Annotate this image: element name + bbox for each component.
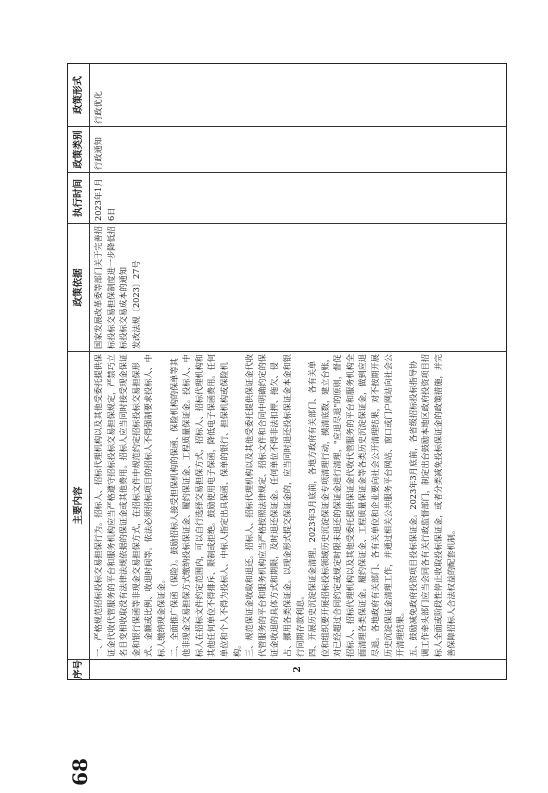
main-paragraph-1: 一、严格规范招标投标交易担保行为。招标人、招标代理机构以及其他受委托提供保证金代收代管服务的平台和服务机构应当严格遵守招标投标交易担保规定，严禁巧立名目变相收取没有法律法规依据的保证金或其他费用。招标人应当同时接受现金保证金和银行保函等非现金交易担保方式，在招标文件中规范约定招标投标交易担保形式、金额或比例、收退时间等。依法必须招标项目的招标人不得强制要求投标人、中标人缴纳现金保证金。 bbox=[93, 354, 166, 657]
row-main-content bbox=[90, 351, 506, 659]
header-seq: 序号 bbox=[68, 659, 90, 679]
main-paragraph-2: 二、全面推广保函（保险）。鼓励招标人接受担保机构的保函、保险机构的保单等其他非现金交易担保方式缴纳投标保证金、履约保证金、工程质量保证金。投标人、中标人在招标文件约定范围内，可以自行选择交易担保方式，招标人、招标代理机构和其他任何单位不得排斥、限制或拒绝。鼓励使用电子保函，降低电子保函费用。任何单位和个人不得为投标人、中标人指定出具保函、保单的银行、担保机构或保险机构。 bbox=[168, 354, 242, 657]
row-execution-time: 2023年1月6日 bbox=[90, 172, 506, 223]
header-policy-basis: 政策依据 bbox=[68, 223, 90, 351]
row-policy-basis bbox=[90, 223, 506, 351]
header-execution-time: 执行时间 bbox=[68, 172, 90, 223]
row-policy-type: 行政通知 bbox=[90, 126, 506, 172]
page-number: 68 bbox=[68, 758, 92, 786]
basis-document-number: 发改法规〔2023〕27号 bbox=[130, 260, 141, 349]
main-paragraph-4: 四、开展历史沉淀保证金清理。2023年3月底前，各地方政府有关部门、各有关单位和组织要开展招标投标领域历史沉淀保证金专项清理行动，摸清底数，建立台账，对已经超过合同约定或规定时限未退还的保证金进行清理，"应退尽退"的原则，督促招标人、招标代理机构以及其他受委托提供保证金代收代管服务的平台和服务机构全面清理各类保证金。履约保证金、工程质量保证金等各类历史沉淀保证金，做到应退尽退。各地政府有关部门、各有关单位和企业要向社会公开清理结果，对不按期开展历史沉淀保证金清理工作，并通过相关公共服务平台网站、窗口或门户网站向社会公开清理结果。 bbox=[307, 354, 406, 657]
policy-table bbox=[67, 63, 507, 680]
header-main-content: 主要内容 bbox=[68, 351, 90, 659]
main-paragraph-3: 三、规范保证金收取和退还。招标人、招标代理机构以及其他受委托提供保证金代收代管服务的平台和服务机构应当严格按照法律规定、招标文件和合同中明确约定的保证金收退的具体方式和期限，及时退还保证金。任何单位不得非法扣押、拖欠、侵占、挪用各类保证金。以现金形式提交保证金的，应当同时退还投标保证金本金和银行同期存款利息。 bbox=[244, 354, 305, 657]
row-seq: 2 bbox=[90, 659, 506, 679]
header-policy-form: 政策形式 bbox=[68, 64, 90, 126]
main-paragraph-5: 五、鼓励减免政府投资项目投标保证金。2023年3月底前，各省级招标投标指导协调工作牵头部门应当会同各有关行政监督部门，制定出台鼓励本地区政府投资项目招标人全面或阶段性停止收取投标保证金，或者分类减免投标保证金的政策措施，并完善保障招标人合法权益的配套机制。 bbox=[407, 354, 456, 657]
header-policy-type: 政策类别 bbox=[68, 126, 90, 172]
row-policy-form: 行政优化 bbox=[93, 91, 103, 124]
basis-title: 国家发展改革委等部门关于完善招标投标交易担保制度进一步降低招标投标交易成本的通知 bbox=[93, 226, 129, 349]
